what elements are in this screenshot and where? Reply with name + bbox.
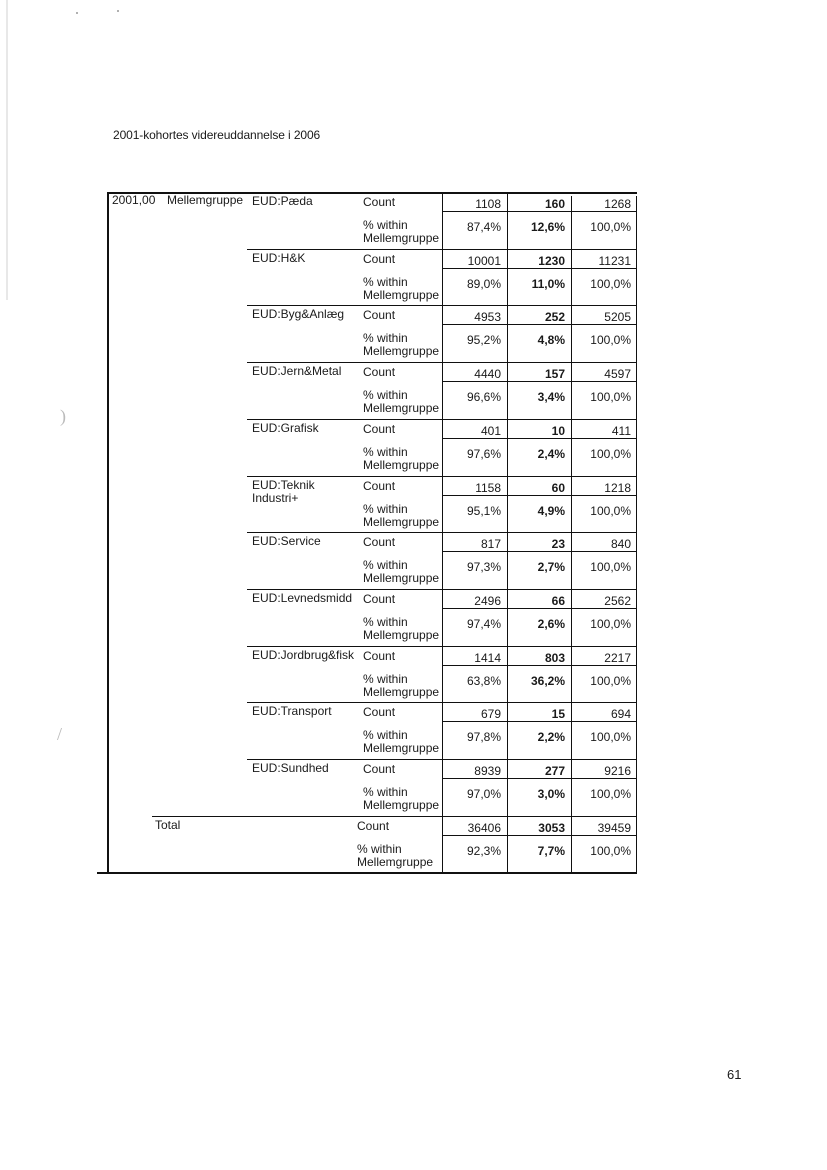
- count-cell: 11231: [598, 253, 631, 268]
- stat-count-label: Count: [363, 535, 396, 550]
- count-cell: 252: [544, 310, 565, 325]
- count-cell: 1268: [604, 197, 631, 211]
- scan-speck: [117, 10, 119, 12]
- stat-pct-label: Mellemgruppe: [357, 854, 434, 869]
- row-separator: [247, 362, 637, 363]
- count-cell: 23: [551, 537, 565, 552]
- scan-edge: [6, 0, 8, 300]
- count-cell: 1414: [474, 650, 501, 665]
- count-cell: 1230: [538, 253, 565, 268]
- row-separator: [247, 759, 637, 760]
- category-label: EUD:H&K: [252, 250, 306, 265]
- stat-count-label: Count: [357, 818, 390, 833]
- stat-pct-label: Mellemgruppe: [363, 571, 440, 586]
- count-cell: 840: [610, 537, 631, 552]
- pct-cell: 2,6%: [537, 616, 565, 631]
- stat-pct-label: % within: [363, 444, 408, 459]
- stat-count-label: Count: [363, 195, 396, 209]
- stat-pct-label: Mellemgruppe: [363, 344, 440, 359]
- pct-cell: 100,0%: [590, 220, 631, 234]
- stat-pct-label: % within: [363, 728, 408, 743]
- stat-pct-label: Mellemgruppe: [363, 627, 440, 642]
- category-label: EUD:Byg&Anlæg: [252, 307, 345, 322]
- stat-count-label: Count: [363, 421, 396, 436]
- pct-cell: 97,0%: [466, 787, 501, 801]
- pct-cell: 95,1%: [466, 503, 501, 518]
- pct-cell: 97,6%: [466, 446, 501, 461]
- stat-count-label: Count: [363, 591, 396, 606]
- table-left-border: [107, 192, 109, 872]
- count-cell: 15: [551, 707, 565, 722]
- pct-cell: 36,2%: [530, 673, 565, 688]
- count-cell: 8939: [474, 764, 501, 778]
- count-cell: 66: [551, 593, 565, 608]
- total-pct-cell: 100,0%: [590, 843, 631, 858]
- margin-mark: /: [57, 724, 63, 744]
- stat-pct-label: % within: [357, 841, 402, 856]
- stat-pct-label: Mellemgruppe: [363, 457, 440, 472]
- pct-cell: 12,6%: [530, 220, 565, 234]
- total-pct-cell: 7,7%: [537, 843, 565, 858]
- count-cell: 157: [544, 367, 565, 382]
- pct-cell: 2,4%: [537, 446, 565, 461]
- stat-count-label: Count: [363, 648, 396, 663]
- pct-cell: 63,8%: [466, 673, 501, 688]
- stat-count-label: Count: [363, 365, 396, 380]
- stat-pct-label: Mellemgruppe: [363, 514, 440, 529]
- row-separator: [247, 476, 637, 477]
- total-count-cell: 39459: [597, 820, 631, 835]
- stat-count-label: Count: [363, 251, 396, 266]
- count-cell: 2496: [474, 593, 501, 608]
- scan-speck: [76, 12, 78, 14]
- count-cell: 9216: [604, 764, 631, 778]
- category-label: EUD:Teknik: [252, 477, 315, 492]
- pct-cell: 2,7%: [537, 560, 565, 575]
- pct-cell: 100,0%: [590, 333, 631, 348]
- subrow-separator: [442, 835, 637, 836]
- total-separator: [152, 816, 637, 817]
- pct-cell: 2,2%: [537, 730, 565, 745]
- total-label: Total: [155, 817, 181, 832]
- col-divider-3: [571, 196, 572, 872]
- count-cell: 4440: [474, 367, 501, 382]
- subrow-separator: [442, 608, 637, 609]
- stat-count-label: Count: [363, 762, 396, 776]
- pct-cell: 100,0%: [590, 446, 631, 461]
- count-cell: 1218: [604, 480, 631, 495]
- pct-cell: 11,0%: [531, 276, 565, 291]
- count-cell: 4953: [474, 310, 501, 325]
- category-label: EUD:Service: [252, 534, 321, 549]
- count-cell: 60: [551, 480, 565, 495]
- total-count-cell: 3053: [538, 820, 565, 835]
- pct-cell: 3,0%: [537, 787, 565, 801]
- count-cell: 10001: [467, 253, 501, 268]
- pct-cell: 100,0%: [590, 730, 631, 745]
- subrow-separator: [442, 381, 637, 382]
- count-cell: 160: [544, 197, 565, 211]
- stat-pct-label: Mellemgruppe: [363, 401, 440, 416]
- category-label: EUD:Sundhed: [252, 761, 329, 775]
- total-count-cell: 36406: [467, 820, 501, 835]
- subrow-separator: [442, 665, 637, 666]
- stat-pct-label: % within: [363, 558, 408, 573]
- count-cell: 803: [544, 650, 565, 665]
- count-cell: 411: [611, 423, 631, 438]
- stat-pct-label: % within: [363, 274, 408, 289]
- stat-pct-label: % within: [363, 388, 408, 403]
- subrow-separator: [442, 721, 637, 722]
- count-cell: 1158: [475, 480, 501, 495]
- category-label: Industri+: [252, 490, 299, 505]
- count-cell: 1108: [475, 197, 501, 211]
- stat-pct-label: Mellemgruppe: [363, 741, 440, 756]
- category-label: EUD:Grafisk: [252, 420, 319, 435]
- count-cell: 817: [480, 537, 501, 552]
- stat-pct-label: % within: [363, 671, 408, 686]
- category-label: EUD:Levnedsmidd: [252, 590, 353, 605]
- margin-mark: ): [60, 406, 66, 426]
- count-cell: 277: [544, 764, 565, 778]
- pct-cell: 97,4%: [466, 616, 501, 631]
- row-separator: [247, 532, 637, 533]
- pct-cell: 100,0%: [590, 560, 631, 575]
- subrow-separator: [442, 495, 637, 496]
- subrow-separator: [442, 268, 637, 269]
- pct-cell: 87,4%: [466, 220, 501, 234]
- count-cell: 679: [480, 707, 501, 722]
- stat-pct-label: Mellemgruppe: [363, 798, 440, 812]
- count-cell: 5205: [604, 310, 631, 325]
- count-cell: 2562: [604, 593, 631, 608]
- stat-pct-label: Mellemgruppe: [363, 684, 440, 699]
- count-cell: 401: [480, 423, 501, 438]
- stat-pct-label: % within: [363, 501, 408, 516]
- stat-count-label: Count: [363, 478, 396, 493]
- pct-cell: 100,0%: [590, 390, 631, 405]
- stat-pct-label: % within: [363, 218, 408, 232]
- subrow-separator: [442, 551, 637, 552]
- row-separator: [247, 419, 637, 420]
- stat-pct-label: % within: [363, 331, 408, 346]
- row-separator: [247, 589, 637, 590]
- table-right-border: [636, 196, 638, 872]
- pct-cell: 89,0%: [466, 276, 501, 291]
- count-cell: 2217: [604, 650, 631, 665]
- document-title: 2001-kohortes videreuddannelse i 2006: [113, 128, 321, 142]
- row-separator: [247, 249, 637, 250]
- pct-cell: 3,4%: [537, 390, 565, 405]
- category-label: EUD:Transport: [252, 704, 332, 719]
- subrow-separator: [442, 438, 637, 439]
- pct-cell: 97,8%: [466, 730, 501, 745]
- pct-cell: 100,0%: [590, 673, 631, 688]
- count-cell: 10: [551, 423, 565, 438]
- count-cell: 694: [610, 707, 631, 722]
- stat-pct-label: Mellemgruppe: [363, 231, 440, 245]
- subrow-separator: [442, 211, 637, 212]
- category-label: EUD:Pæda: [252, 194, 313, 208]
- table-bottom-border: [97, 872, 637, 874]
- count-cell: 4597: [604, 367, 631, 382]
- pct-cell: 100,0%: [590, 276, 631, 291]
- subrow-separator: [442, 778, 637, 779]
- pct-cell: 100,0%: [590, 503, 631, 518]
- row-separator: [247, 702, 637, 703]
- pct-cell: 4,8%: [537, 333, 565, 348]
- stat-count-label: Count: [363, 308, 396, 323]
- subrow-separator: [442, 324, 637, 325]
- pct-cell: 97,3%: [466, 560, 501, 575]
- pct-cell: 100,0%: [590, 616, 631, 631]
- stat-pct-label: Mellemgruppe: [363, 287, 440, 302]
- group-label: Mellemgruppe: [167, 193, 244, 207]
- crosstab-table: [107, 192, 637, 878]
- year-label: 2001,00: [112, 193, 156, 207]
- category-label: EUD:Jordbrug&fisk: [252, 647, 355, 662]
- pct-cell: 100,0%: [590, 787, 631, 801]
- page-number: 61: [727, 1067, 742, 1082]
- stat-pct-label: % within: [363, 785, 408, 799]
- stat-pct-label: % within: [363, 614, 408, 629]
- row-separator: [247, 305, 637, 306]
- stat-count-label: Count: [363, 705, 396, 720]
- pct-cell: 4,9%: [537, 503, 565, 518]
- total-pct-cell: 92,3%: [466, 843, 501, 858]
- pct-cell: 95,2%: [466, 333, 501, 348]
- category-label: EUD:Jern&Metal: [252, 364, 342, 379]
- pct-cell: 96,6%: [466, 390, 501, 405]
- row-separator: [247, 646, 637, 647]
